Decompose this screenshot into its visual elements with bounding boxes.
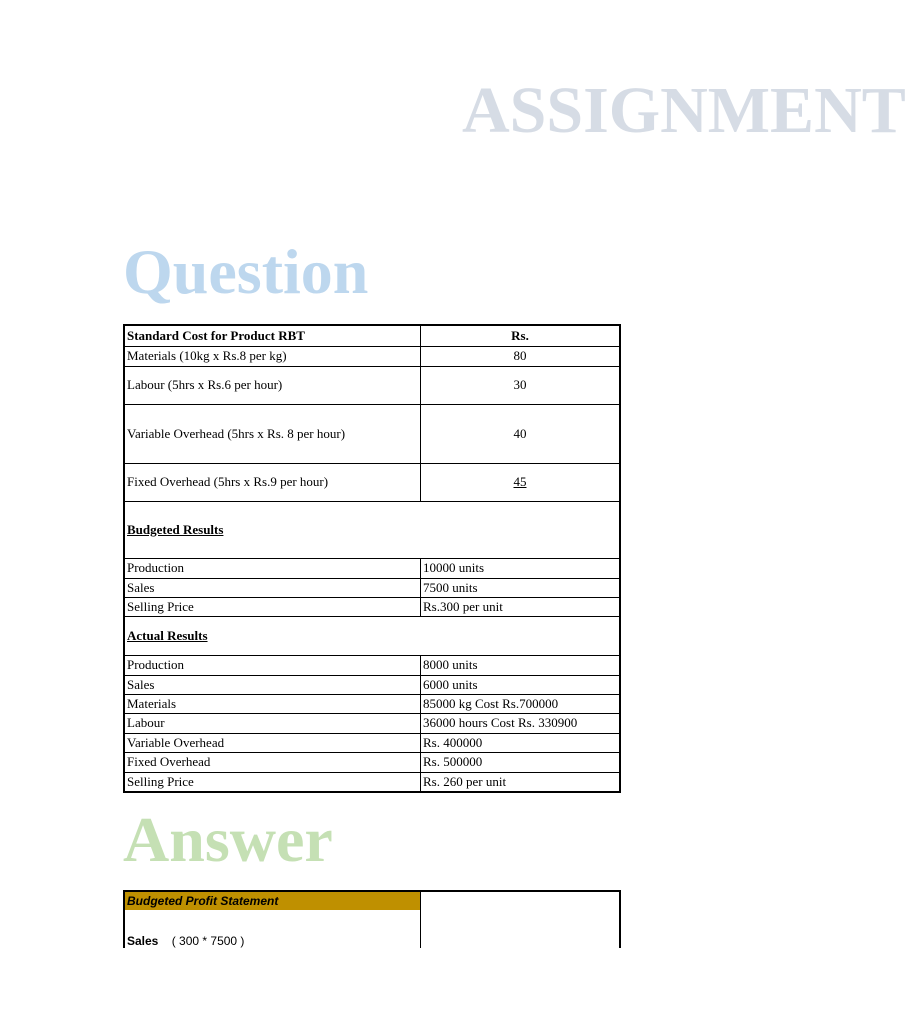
answer-heading: Answer <box>123 804 333 875</box>
table-row <box>124 366 620 404</box>
table-row <box>124 463 620 501</box>
cost-label: Labour (5hrs x Rs.6 per hour) <box>124 366 421 404</box>
row-value: 85000 kg Cost Rs.700000 <box>421 694 621 713</box>
actual-title: Actual Results <box>127 627 208 643</box>
cost-value: 30 <box>421 366 621 404</box>
table-row <box>124 346 620 366</box>
header-item: Standard Cost for Product RBT <box>124 325 421 346</box>
answer-header-empty <box>421 891 621 910</box>
cost-value: 40 <box>421 404 621 463</box>
section-row <box>124 616 620 655</box>
table-row <box>124 772 620 792</box>
row-value: 6000 units <box>421 675 621 694</box>
cost-label: Fixed Overhead (5hrs x Rs.9 per hour) <box>124 463 421 501</box>
row-value: 7500 units <box>421 578 621 597</box>
section-cell <box>124 616 620 655</box>
row-value: Rs. 400000 <box>421 733 621 752</box>
table-row <box>124 578 620 597</box>
row-value: Rs. 260 per unit <box>421 772 621 792</box>
sales-label: Sales <box>127 934 159 948</box>
section-row <box>124 501 620 558</box>
table-row <box>124 733 620 752</box>
cost-label: Materials (10kg x Rs.8 per kg) <box>124 346 421 366</box>
table-row <box>124 694 620 713</box>
row-label: Sales <box>124 578 421 597</box>
table-row <box>124 404 620 463</box>
sales-value-empty <box>421 910 621 948</box>
table-row <box>124 558 620 578</box>
row-label: Selling Price <box>124 772 421 792</box>
answer-header-row <box>124 891 620 910</box>
answer-row <box>124 910 620 948</box>
answer-table <box>123 890 621 948</box>
sales-calc: ( 300 * 7500 ) <box>171 934 245 948</box>
cost-value <box>421 463 621 501</box>
table-row <box>124 675 620 694</box>
page-title: ASSIGNMENT <box>462 74 906 147</box>
table-row <box>124 713 620 733</box>
row-label: Materials <box>124 694 421 713</box>
table-row <box>124 597 620 616</box>
question-heading: Question <box>123 236 369 307</box>
row-label: Production <box>124 655 421 675</box>
row-label: Labour <box>124 713 421 733</box>
cost-label: Variable Overhead (5hrs x Rs. 8 per hour) <box>124 404 421 463</box>
row-value: Rs.300 per unit <box>421 597 621 616</box>
section-cell <box>124 501 620 558</box>
row-value: Rs. 500000 <box>421 752 621 772</box>
row-value: 8000 units <box>421 655 621 675</box>
row-value: 36000 hours Cost Rs. 330900 <box>421 713 621 733</box>
table-row <box>124 752 620 772</box>
header-rs: Rs. <box>421 325 621 346</box>
row-label: Production <box>124 558 421 578</box>
table-header-row <box>124 325 620 346</box>
row-label: Selling Price <box>124 597 421 616</box>
row-label: Sales <box>124 675 421 694</box>
cost-value: 80 <box>421 346 621 366</box>
table-row <box>124 655 620 675</box>
budgeted-title: Budgeted Results <box>127 521 224 537</box>
row-value: 10000 units <box>421 558 621 578</box>
cost-value-underlined: 45 <box>513 474 527 489</box>
sales-cell <box>124 910 421 948</box>
question-table <box>123 324 621 793</box>
row-label: Variable Overhead <box>124 733 421 752</box>
row-label: Fixed Overhead <box>124 752 421 772</box>
answer-title: Budgeted Profit Statement <box>124 891 421 910</box>
